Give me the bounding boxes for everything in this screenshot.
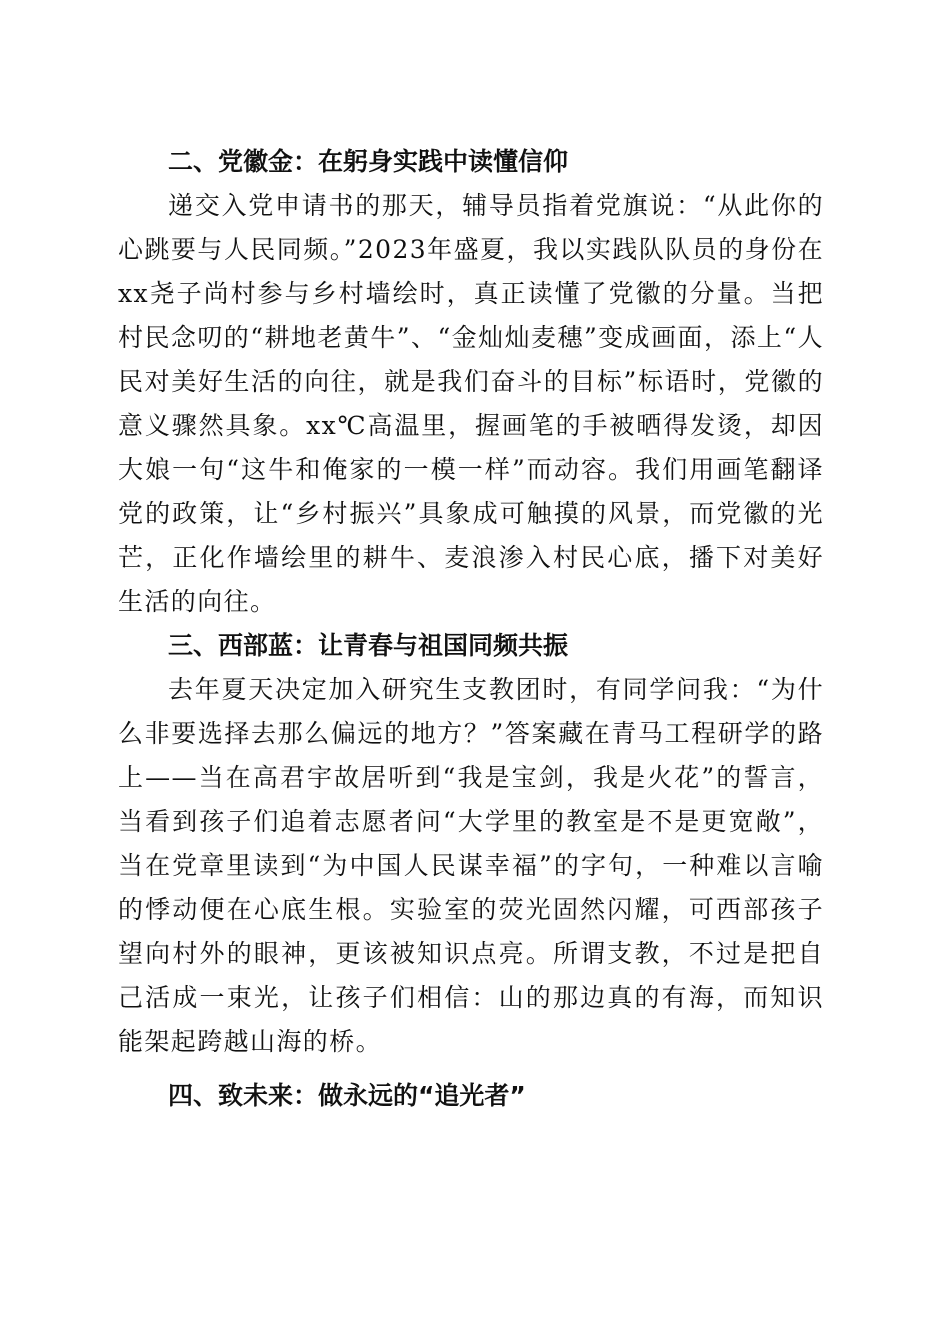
document-body	[118, 140, 824, 1118]
section-paragraph-western-blue: 去年夏天决定加入研究生支教团时，有同学问我：“为什么非要选择去那么偏远的地方？”答案藏在青马工程研学的路上——当在高君宇故居听到“我是宝剑，我是火花”的誓言，当看到孩子们追着志愿者问“大学里的教室是不是更宽敞”，当在党章里读到“为中国人民谋幸福”的字句，一种难以言喻的悸动便在心底生根。实验室的荧光固然闪耀，可西部孩子望向村外的眼神，更该被知识点亮。所谓支教，不过是把自己活成一束光，让孩子们相信：山的那边真的有海，而知识能架起跨越山海的桥。	[118, 675, 824, 1056]
section-heading-party-emblem: 二、党徽金：在躬身实践中读懂信仰	[168, 147, 569, 176]
section-paragraph-party-emblem: 递交入党申请书的那天，辅导员指着党旗说：“从此你的心跳要与人民同频。”2023年盛夏，我以实践队队员的身份在xx尧子尚村参与乡村墙绘时，真正读懂了党徽的分量。当把村民念叨的“耕地老黄牛”、“金灿灿麦穗”变成画面，添上“人民对美好生活的向往，就是我们奋斗的目标”标语时，党徽的意义骤然具象。xx℃高温里，握画笔的手被晒得发烫，却因大娘一句“这牛和俺家的一模一样”而动容。我们用画笔翻译党的政策，让“乡村振兴”具象成可触摸的风景，而党徽的光芒，正化作墙绘里的耕牛、麦浪渗入村民心底，播下对美好生活的向往。	[118, 191, 824, 616]
section-heading-future: 四、致未来：做永远的“追光者”	[168, 1081, 526, 1110]
section-heading-western-blue: 三、西部蓝：让青春与祖国同频共振	[168, 631, 569, 660]
